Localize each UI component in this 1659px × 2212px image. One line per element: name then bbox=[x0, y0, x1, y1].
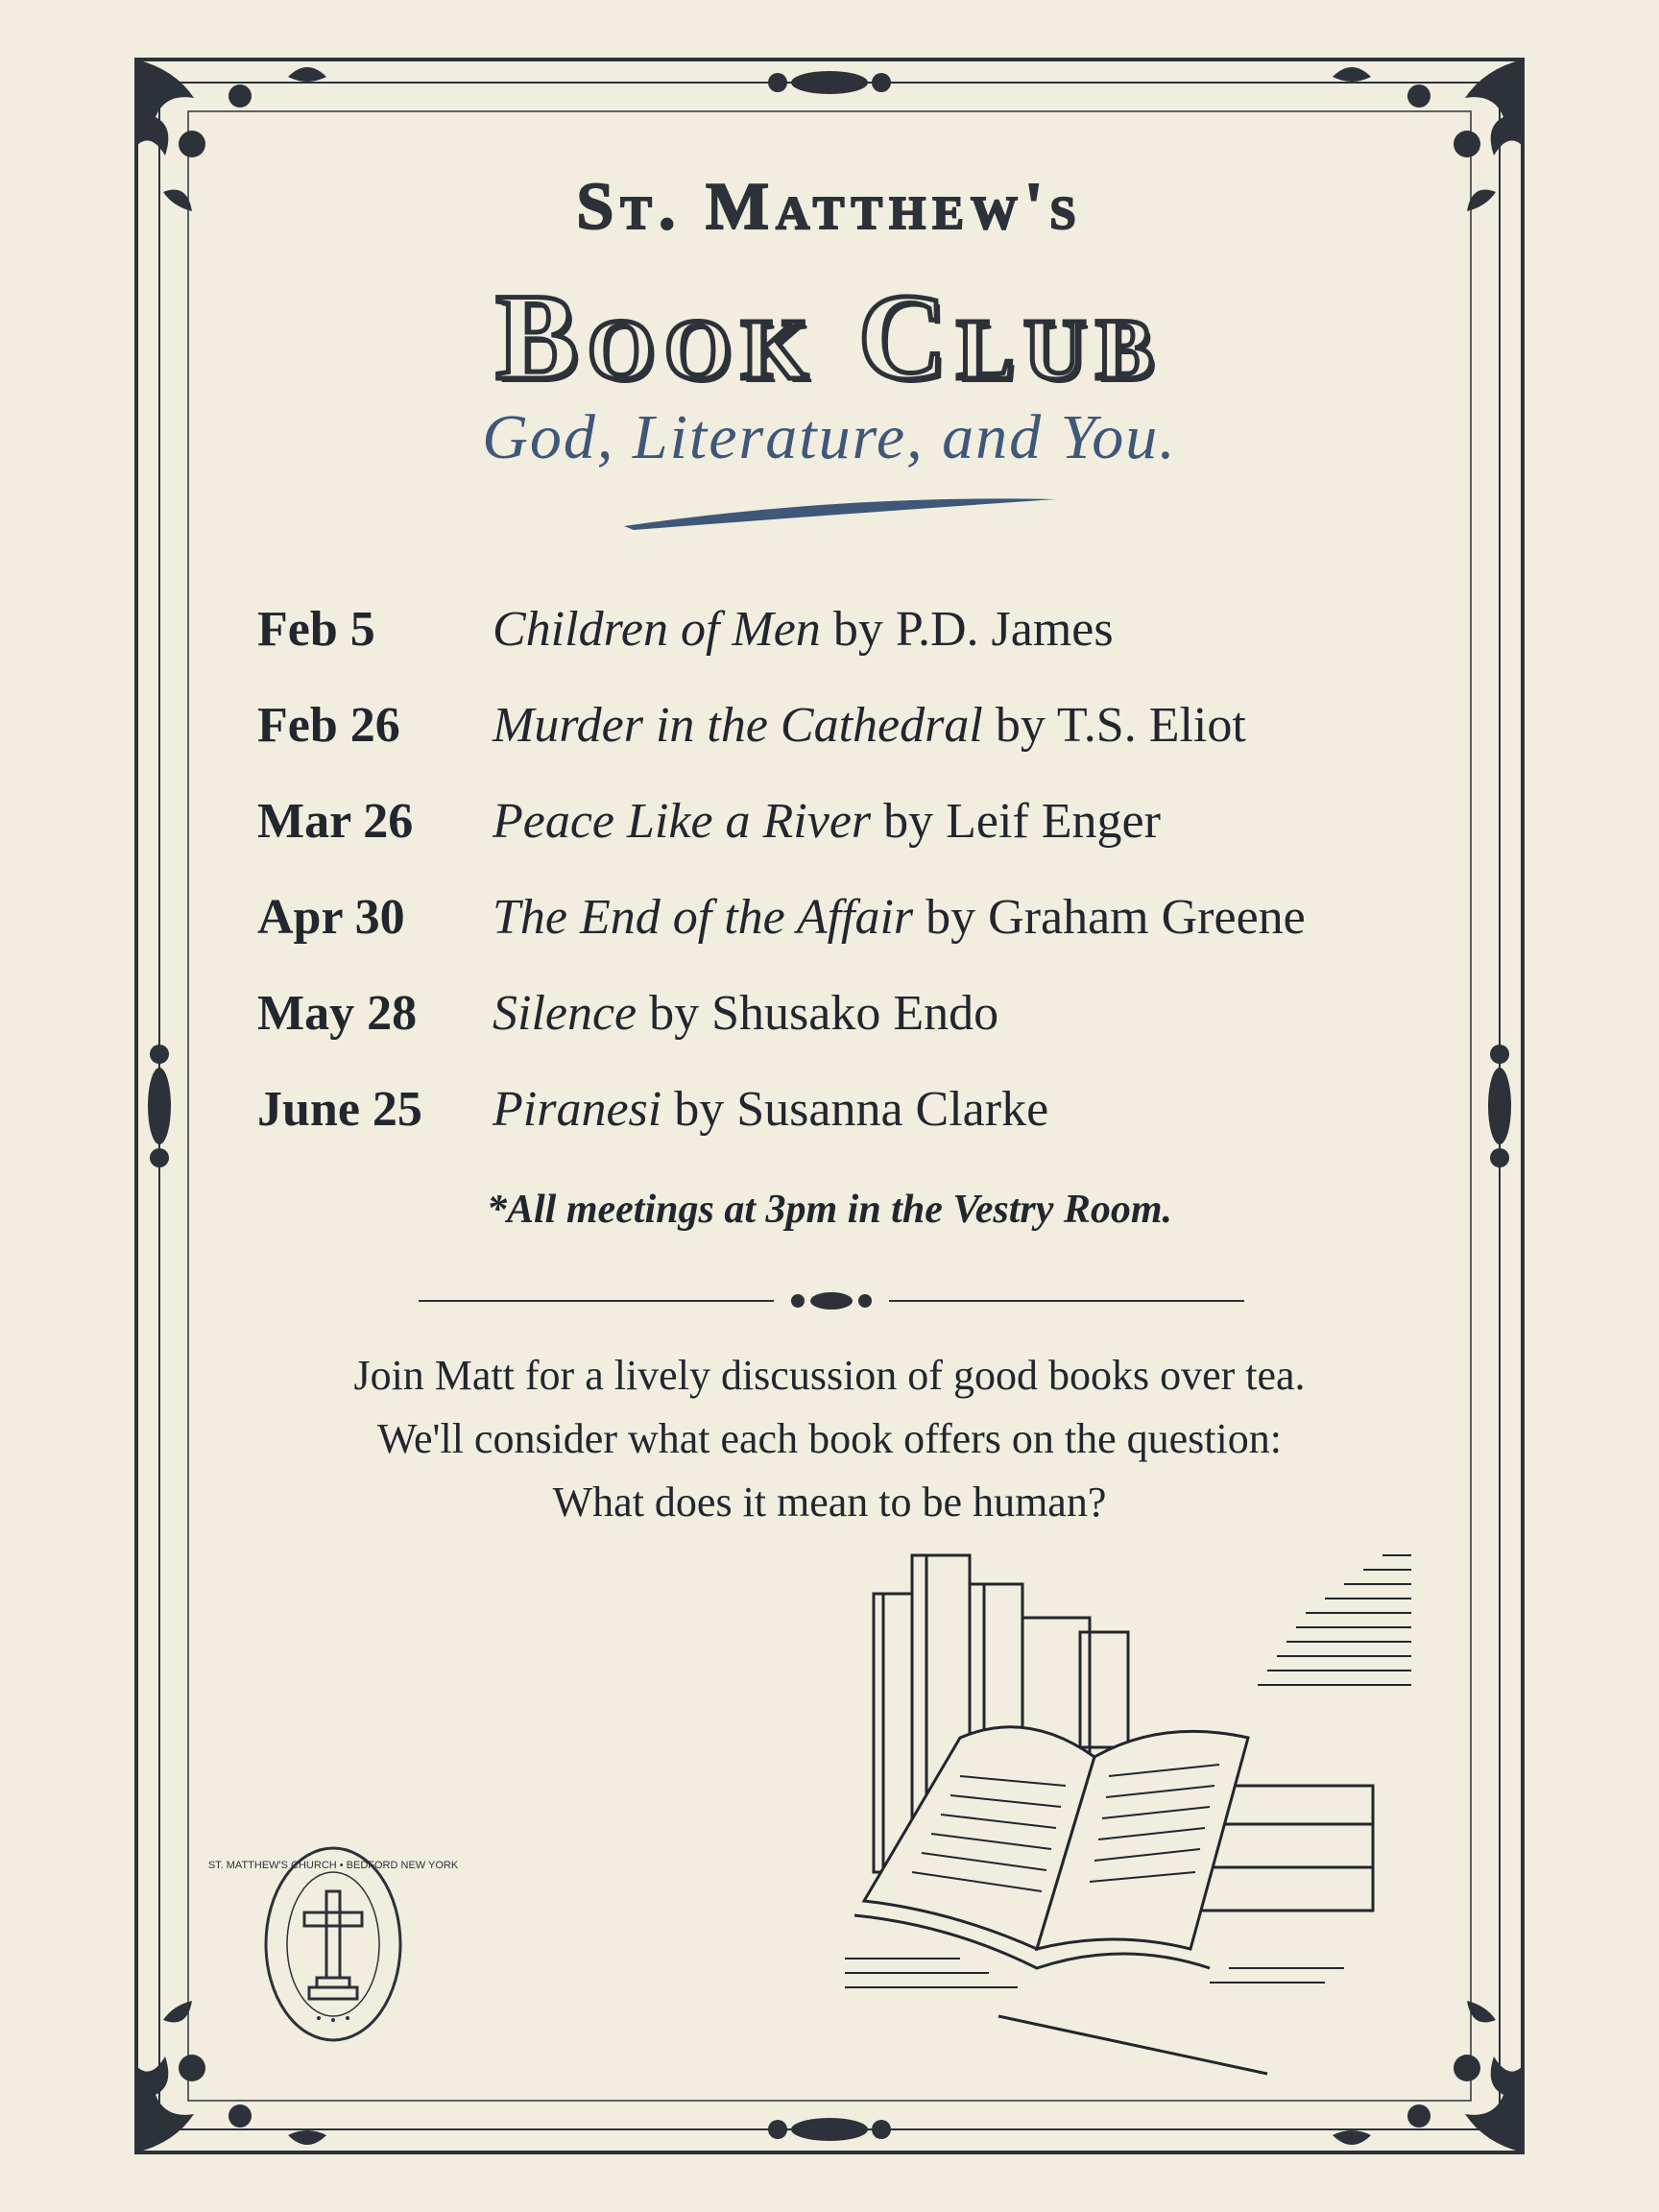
church-seal bbox=[207, 1843, 459, 2045]
books-illustration bbox=[845, 1546, 1421, 2083]
description bbox=[0, 1344, 1659, 1534]
book-author: by Shusako Endo bbox=[649, 986, 999, 1041]
book-author: by T.S. Eliot bbox=[995, 698, 1246, 753]
meeting-date: May 28 bbox=[257, 986, 418, 1041]
description-line: What does it mean to be human? bbox=[552, 1479, 1107, 1526]
meeting-date: June 25 bbox=[257, 1082, 422, 1137]
tagline-underline bbox=[624, 498, 1056, 530]
book-author: by Graham Greene bbox=[926, 890, 1306, 945]
description-line: We'll consider what each book offers on the question: bbox=[377, 1415, 1282, 1462]
book-author: by Leif Enger bbox=[883, 794, 1161, 849]
meeting-date: Mar 26 bbox=[257, 794, 414, 849]
schedule-row bbox=[257, 697, 1505, 793]
schedule-row bbox=[257, 601, 1505, 697]
description-line: Join Matt for a lively discussion of good books over tea. bbox=[353, 1352, 1306, 1399]
meeting-date: Feb 5 bbox=[257, 602, 375, 657]
book-title: Silence bbox=[493, 986, 637, 1041]
meeting-date: Feb 26 bbox=[257, 698, 400, 753]
meeting-date: Apr 30 bbox=[257, 890, 405, 945]
cross-icon bbox=[304, 1891, 362, 1999]
schedule-row bbox=[257, 1081, 1505, 1177]
seal-text: ST. MATTHEW'S CHURCH • BEDFORD NEW YORK bbox=[207, 1860, 459, 1871]
mid-flourish-bottom bbox=[768, 2118, 891, 2141]
kicker-church-name: St. Matthew's bbox=[576, 170, 1083, 244]
schedule-row bbox=[257, 985, 1505, 1081]
book-title: Peace Like a River bbox=[493, 794, 872, 849]
schedule-row bbox=[257, 889, 1505, 985]
book-author: by P.D. James bbox=[832, 602, 1114, 657]
book-title: The End of the Affair bbox=[493, 890, 914, 945]
book-author: by Susanna Clarke bbox=[674, 1082, 1049, 1137]
book-title: Children of Men bbox=[493, 602, 821, 657]
section-divider bbox=[419, 1286, 1244, 1315]
mid-flourish-left bbox=[148, 1045, 171, 1167]
mid-flourish-top bbox=[768, 71, 891, 94]
reading-schedule bbox=[257, 601, 1505, 1177]
tagline: God, Literature, and You. bbox=[482, 402, 1177, 472]
book-title: Murder in the Cathedral bbox=[493, 698, 983, 753]
book-title: Piranesi bbox=[493, 1082, 662, 1137]
schedule-row bbox=[257, 793, 1505, 889]
meeting-note: *All meetings at 3pm in the Vestry Room. bbox=[486, 1188, 1173, 1232]
page-title: Book Club bbox=[495, 269, 1164, 405]
